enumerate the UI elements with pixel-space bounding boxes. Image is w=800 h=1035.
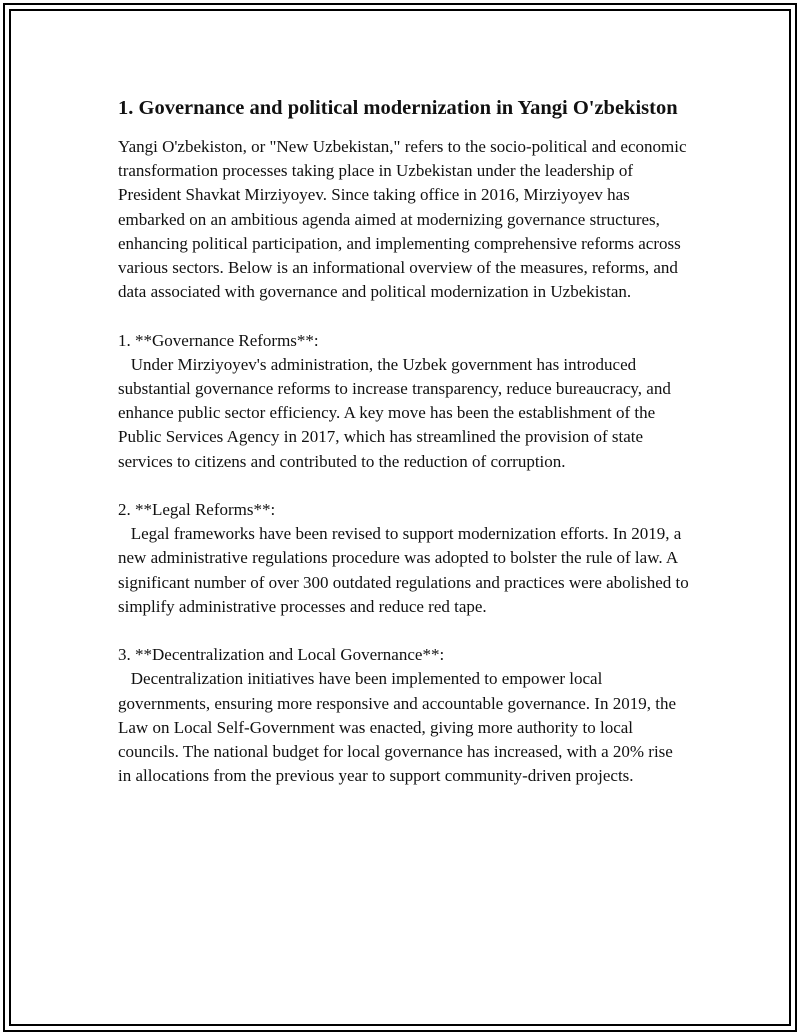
document-body: Yangi O'zbekiston, or "New Uzbekistan," refers to the socio-political and economic transformation processes taking place in Uzbekistan under the leadership of President Shavkat Mirziyoyev. Since taking office in 2016, Mirziyoyev has embarked on an ambitious agenda aimed at modernizing governance structures, enhancing political participation, and implementing comprehensive reforms across various sectors. Below is an informational overview of the measures, reforms, and data associated with governance and political modernization in Uzbekistan. 1. **Governance Reforms**: Under Mirziyoyev's administration, the Uzbek government has introduced substantial governance reforms to increase transparency, reduce bureaucracy, and enhance public sector efficiency. A key move has been the establishment of the Public Services Agency in 2017, which has streamlined the provision of state services to citizens and contributed to the reduction of corruption. 2. **Legal Reforms**: Legal frameworks have been revised to support modernization efforts. In 2019, a new administrative regulations procedure was adopted to bolster the rule of law. A significant number of over 300 outdated regulations and practices were abolished to simplify administrative processes and reduce red tape. 3. **Decentralization and Local Governance**: Decentralization initiatives have been implemented to empower local governments, ensuring more responsive and accountable governance. In 2019, the Law on Local Self-Government was enacted, giving more authority to local councils. The national budget for local governance has increased, with a 20% rise in allocations from the previous year to support community-driven projects.: [118, 137, 689, 786]
document-heading: 1. Governance and political modernization in Yangi O'zbekiston: [118, 97, 678, 119]
document-content: [118, 94, 690, 788]
